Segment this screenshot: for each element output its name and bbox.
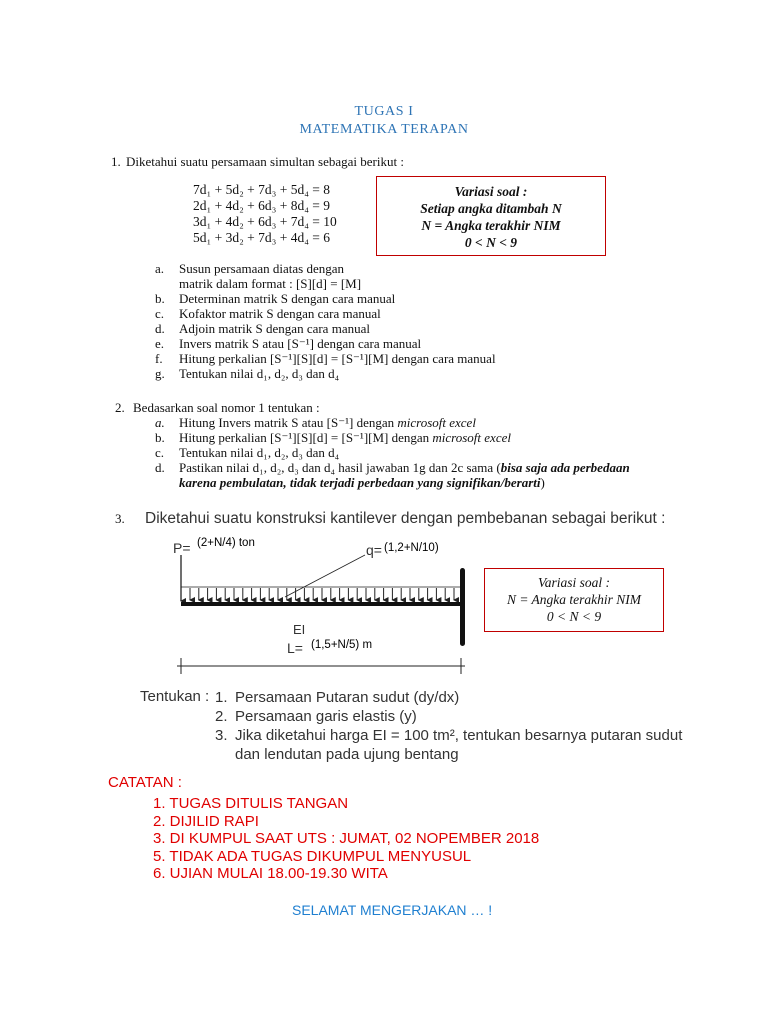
q3-intro: Diketahui suatu konstruksi kantilever dengan pembebanan sebagai berikut : — [145, 510, 666, 527]
note-item-4: 5. TIDAK ADA TUGAS DIKUMPUL MENYUSUL — [153, 847, 472, 865]
note-item-2: 2. DIJILID RAPI — [153, 812, 259, 830]
q1-item-a-cont: matrik dalam format : [S][d] = [M] — [179, 276, 362, 291]
q1-item-e: e. Invers matrik S atau [S⁻¹] dengan cara manual — [155, 336, 422, 351]
p-label: P= — [173, 540, 191, 556]
q-label: q= — [366, 542, 382, 558]
q3-task-3: 3. Jika diketahui harga EI = 100 tm², tentukan besarnya putaran sudut — [215, 727, 683, 744]
equation-3: 3d₁ + 4d₂ + 6d₃ + 7d₄ = 10 — [193, 214, 337, 229]
q2-intro: Bedasarkan soal nomor 1 tentukan : — [133, 400, 320, 415]
note-item-1: 1. TUGAS DITULIS TANGAN — [153, 795, 349, 812]
equation-1: 7d₁ + 5d₂ + 7d₃ + 5d₄ = 8 — [193, 182, 331, 197]
cantilever-diagram — [165, 535, 485, 685]
q1-item-list — [155, 261, 496, 381]
ei-label: EI — [293, 622, 306, 637]
title-course: MATEMATIKA TERAPAN — [299, 122, 469, 137]
q3-task-2: 2. Persamaan garis elastis (y) — [215, 708, 417, 725]
q3-task-list — [215, 688, 682, 764]
variation-box-1 — [376, 176, 606, 256]
q1-item-d: d. Adjoin matrik S dengan cara manual — [155, 321, 370, 336]
fixed-support — [460, 568, 465, 646]
q2-item-a: a. Hitung Invers matrik S atau [S⁻¹] dengan microsoft excel — [155, 415, 476, 430]
variation-box-2-line-1: N = Angka terakhir NIM — [506, 592, 642, 607]
q1-item-b: b. Determinan matrik S dengan cara manual — [155, 291, 396, 306]
q1-intro: Diketahui suatu persamaan simultan sebagai berikut : — [126, 154, 404, 169]
variation-box-2-line-2: 0 < N < 9 — [546, 609, 602, 624]
equation-4: 5d₁ + 3d₂ + 7d₃ + 4d₄ = 6 — [193, 230, 331, 245]
q3-task-3-cont: dan lendutan pada ujung bentang — [235, 746, 459, 763]
variation-box-1-heading: Variasi soal : — [454, 184, 528, 199]
q1-item-a: a. Susun persamaan diatas dengan — [155, 261, 344, 276]
variation-box-1-line-1: Setiap angka ditambah N — [420, 201, 562, 216]
notes-list — [153, 795, 539, 883]
title-tugas: TUGAS I — [354, 104, 414, 119]
note-item-5: 6. UJIAN MULAI 18.00-19.30 WITA — [153, 865, 388, 882]
note-item-3: 3. DI KUMPUL SAAT UTS : JUMAT, 02 NOPEMBER 2018 — [153, 830, 540, 847]
q-pointer-line — [285, 555, 365, 597]
l-label: L= — [287, 640, 303, 656]
q2-number: 2. — [115, 400, 125, 415]
variation-box-2 — [484, 568, 664, 632]
equation-list — [193, 182, 337, 246]
equation-2: 2d₁ + 4d₂ + 6d₃ + 8d₄ = 9 — [193, 198, 331, 213]
p-value: (2+N/4) ton — [197, 537, 255, 549]
notes-heading: CATATAN : — [108, 774, 182, 791]
l-value: (1,5+N/5) m — [311, 639, 373, 651]
q3-task-1: 1. Persamaan Putaran sudut (dy/dx) — [215, 689, 460, 706]
q-value: (1,2+N/10) — [384, 542, 439, 554]
variation-box-1-line-2: N = Angka terakhir NIM — [421, 218, 561, 233]
q1-item-g: g. Tentukan nilai d₁, d₂, d₃ dan d₄ — [155, 366, 340, 381]
tentukan-label: Tentukan : — [140, 688, 210, 705]
closing-text: SELAMAT MENGERJAKAN … ! — [292, 902, 493, 918]
q2-item-d: d. Pastikan nilai d₁, d₂, d₃ dan d₄ hasil jawaban 1g dan 2c sama (bisa saja ada perbedaan — [155, 460, 630, 475]
q1-number: 1. — [111, 154, 121, 169]
variation-box-2-heading: Variasi soal : — [537, 575, 610, 590]
q3-number: 3. — [115, 511, 125, 526]
q2-item-d-cont: karena pembulatan, tidak terjadi perbedaan yang signifikan/berarti) — [179, 475, 545, 490]
beam — [181, 602, 461, 606]
variation-box-1-line-3: 0 < N < 9 — [464, 235, 518, 250]
q1-item-f: f. Hitung perkalian [S⁻¹][S][d] = [S⁻¹][M] dengan cara manual — [155, 351, 496, 366]
q2-item-c: c. Tentukan nilai d₁, d₂, d₃ dan d₄ — [155, 445, 340, 460]
distributed-load-arrows — [190, 588, 454, 600]
q2-item-b: b. Hitung perkalian [S⁻¹][S][d] = [S⁻¹][M] dengan microsoft excel — [155, 430, 511, 445]
q1-item-c: c. Kofaktor matrik S dengan cara manual — [155, 306, 381, 321]
